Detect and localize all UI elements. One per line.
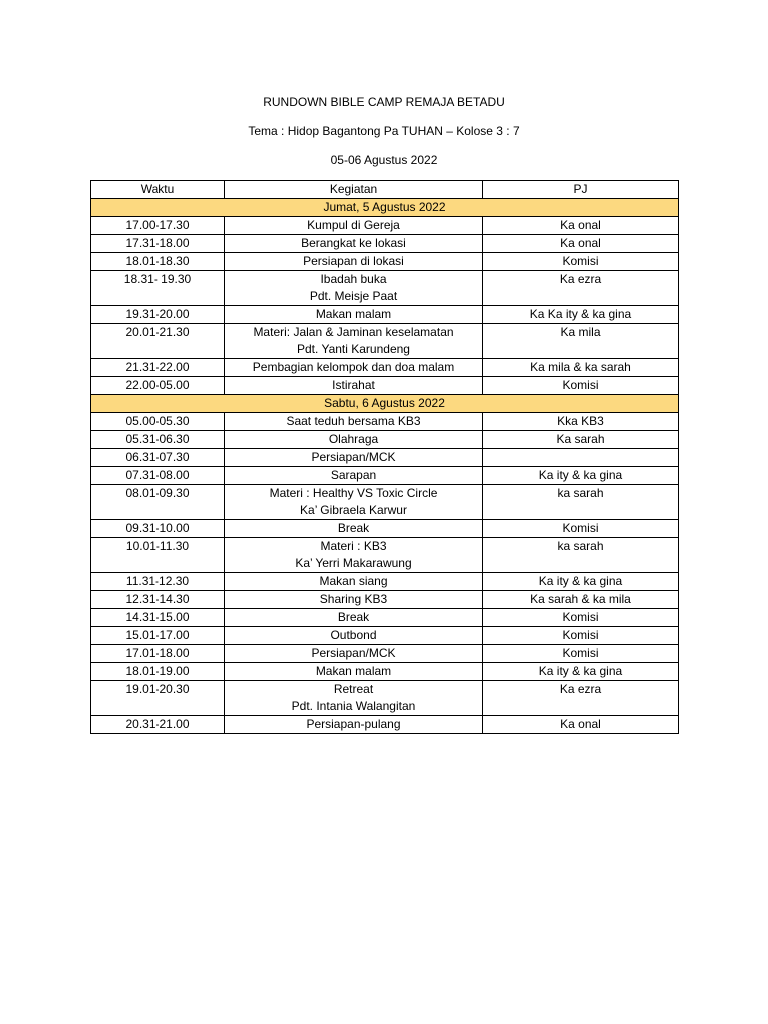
activity-cell [225, 431, 483, 449]
table-row [91, 306, 679, 324]
activity-text: Break [337, 521, 370, 535]
pj-cell: Komisi [483, 627, 679, 645]
activity-cell [225, 627, 483, 645]
activity-speaker: Ka’ Gibraela Karwur [300, 503, 407, 517]
activity-text: Sharing KB3 [319, 592, 388, 606]
activity-text: Persiapan di lokasi [303, 254, 404, 268]
pj-cell: Ka sarah [483, 431, 679, 449]
pj-cell: Komisi [483, 609, 679, 627]
activity-cell [225, 573, 483, 591]
table-header-row [91, 181, 679, 199]
activity-text: Materi : KB3 [320, 539, 387, 553]
time-cell: 08.01-09.30 [91, 485, 225, 520]
activity-cell [225, 538, 483, 573]
time-cell: 06.31-07.30 [91, 449, 225, 467]
activity-cell [225, 217, 483, 235]
activity-text: Makan malam [315, 307, 392, 321]
time-cell: 15.01-17.00 [91, 627, 225, 645]
pj-cell: ka sarah [483, 538, 679, 573]
time-cell: 14.31-15.00 [91, 609, 225, 627]
activity-cell [225, 485, 483, 520]
activity-text: Materi: Jalan & Jaminan keselamatan [253, 325, 454, 339]
day-header-row [91, 395, 679, 413]
day-header-row [91, 199, 679, 217]
table-row [91, 413, 679, 431]
pj-cell: Ka mila [483, 324, 679, 359]
pj-cell: ka sarah [483, 485, 679, 520]
pj-cell: Ka mila & ka sarah [483, 359, 679, 377]
activity-text: Saat teduh bersama KB3 [286, 414, 421, 428]
time-cell: 09.31-10.00 [91, 520, 225, 538]
time-cell: 20.01-21.30 [91, 324, 225, 359]
activity-text: Break [337, 610, 370, 624]
activity-cell [225, 663, 483, 681]
table-row [91, 485, 679, 520]
table-row [91, 467, 679, 485]
table-row [91, 253, 679, 271]
activity-text: Istirahat [332, 378, 375, 392]
activity-speaker: Pdt. Intania Walangitan [291, 699, 416, 713]
table-row [91, 609, 679, 627]
activity-cell [225, 681, 483, 716]
activity-cell [225, 449, 483, 467]
time-cell: 10.01-11.30 [91, 538, 225, 573]
time-cell: 11.31-12.30 [91, 573, 225, 591]
column-header-pj: PJ [483, 181, 679, 199]
table-row [91, 324, 679, 359]
activity-cell [225, 716, 483, 734]
table-row [91, 359, 679, 377]
pj-cell: Ka ezra [483, 271, 679, 306]
activity-cell [225, 377, 483, 395]
activity-cell [225, 253, 483, 271]
table-row [91, 271, 679, 306]
activity-cell [225, 306, 483, 324]
pj-cell: Komisi [483, 253, 679, 271]
pj-cell: Komisi [483, 520, 679, 538]
activity-cell [225, 235, 483, 253]
time-cell: 20.31-21.00 [91, 716, 225, 734]
pj-cell: Ka ezra [483, 681, 679, 716]
pj-cell: Komisi [483, 645, 679, 663]
schedule-body [91, 199, 679, 734]
time-cell: 05.00-05.30 [91, 413, 225, 431]
time-cell: 17.00-17.30 [91, 217, 225, 235]
activity-cell [225, 591, 483, 609]
table-row [91, 520, 679, 538]
table-row [91, 217, 679, 235]
activity-text: Ibadah buka [320, 272, 387, 286]
table-row [91, 681, 679, 716]
activity-cell [225, 359, 483, 377]
day-label: Sabtu, 6 Agustus 2022 [91, 395, 679, 413]
document-dates: 05-06 Agustus 2022 [330, 153, 438, 167]
activity-speaker: Pdt. Meisje Paat [309, 289, 398, 303]
activity-text: Olahraga [328, 432, 379, 446]
time-cell: 05.31-06.30 [91, 431, 225, 449]
table-row [91, 627, 679, 645]
pj-cell: Ka onal [483, 235, 679, 253]
activity-text: Makan malam [315, 664, 392, 678]
time-cell: 07.31-08.00 [91, 467, 225, 485]
activity-text: Persiapan/MCK [311, 450, 396, 464]
time-cell: 21.31-22.00 [91, 359, 225, 377]
pj-cell: Ka ity & ka gina [483, 573, 679, 591]
pj-cell: Ka ity & ka gina [483, 467, 679, 485]
day-label: Jumat, 5 Agustus 2022 [91, 199, 679, 217]
time-cell: 18.01-18.30 [91, 253, 225, 271]
table-row [91, 431, 679, 449]
pj-cell: Ka sarah & ka mila [483, 591, 679, 609]
activity-cell [225, 609, 483, 627]
activity-cell [225, 467, 483, 485]
activity-text: Kumpul di Gereja [307, 218, 400, 232]
activity-text: Makan siang [319, 574, 388, 588]
activity-cell [225, 645, 483, 663]
pj-cell: Ka onal [483, 217, 679, 235]
time-cell: 19.01-20.30 [91, 681, 225, 716]
activity-text: Retreat [333, 682, 374, 696]
table-row [91, 573, 679, 591]
activity-text: Persiapan/MCK [311, 646, 396, 660]
activity-speaker: Pdt. Yanti Karundeng [297, 342, 410, 356]
pj-cell: Ka onal [483, 716, 679, 734]
table-row [91, 591, 679, 609]
table-row [91, 235, 679, 253]
time-cell: 22.00-05.00 [91, 377, 225, 395]
pj-cell: Kka KB3 [483, 413, 679, 431]
time-cell: 17.01-18.00 [91, 645, 225, 663]
document-title: RUNDOWN BIBLE CAMP REMAJA BETADU [263, 95, 505, 109]
activity-speaker: Ka’ Yerri Makarawung [295, 556, 412, 570]
time-cell: 18.31- 19.30 [91, 271, 225, 306]
table-row [91, 377, 679, 395]
table-row [91, 663, 679, 681]
schedule-table [90, 180, 679, 734]
pj-cell: Komisi [483, 377, 679, 395]
activity-cell [225, 324, 483, 359]
activity-cell [225, 271, 483, 306]
activity-text: Persiapan-pulang [306, 717, 401, 731]
table-row [91, 716, 679, 734]
pj-cell: Ka ity & ka gina [483, 663, 679, 681]
activity-cell [225, 520, 483, 538]
activity-text: Berangkat ke lokasi [301, 236, 406, 250]
time-cell: 12.31-14.30 [91, 591, 225, 609]
activity-text: Pembagian kelompok dan doa malam [252, 360, 455, 374]
activity-text: Outbond [330, 628, 377, 642]
pj-cell [483, 449, 679, 467]
table-row [91, 538, 679, 573]
pj-cell: Ka Ka ity & ka gina [483, 306, 679, 324]
time-cell: 17.31-18.00 [91, 235, 225, 253]
activity-text: Sarapan [330, 468, 377, 482]
activity-text: Materi : Healthy VS Toxic Circle [269, 486, 438, 500]
column-header-kegiatan: Kegiatan [225, 181, 483, 199]
table-row [91, 449, 679, 467]
time-cell: 19.31-20.00 [91, 306, 225, 324]
time-cell: 18.01-19.00 [91, 663, 225, 681]
table-row [91, 645, 679, 663]
document-theme: Tema : Hidop Bagantong Pa TUHAN – Kolose 3 : 7 [248, 124, 520, 138]
column-header-waktu: Waktu [91, 181, 225, 199]
activity-cell [225, 413, 483, 431]
